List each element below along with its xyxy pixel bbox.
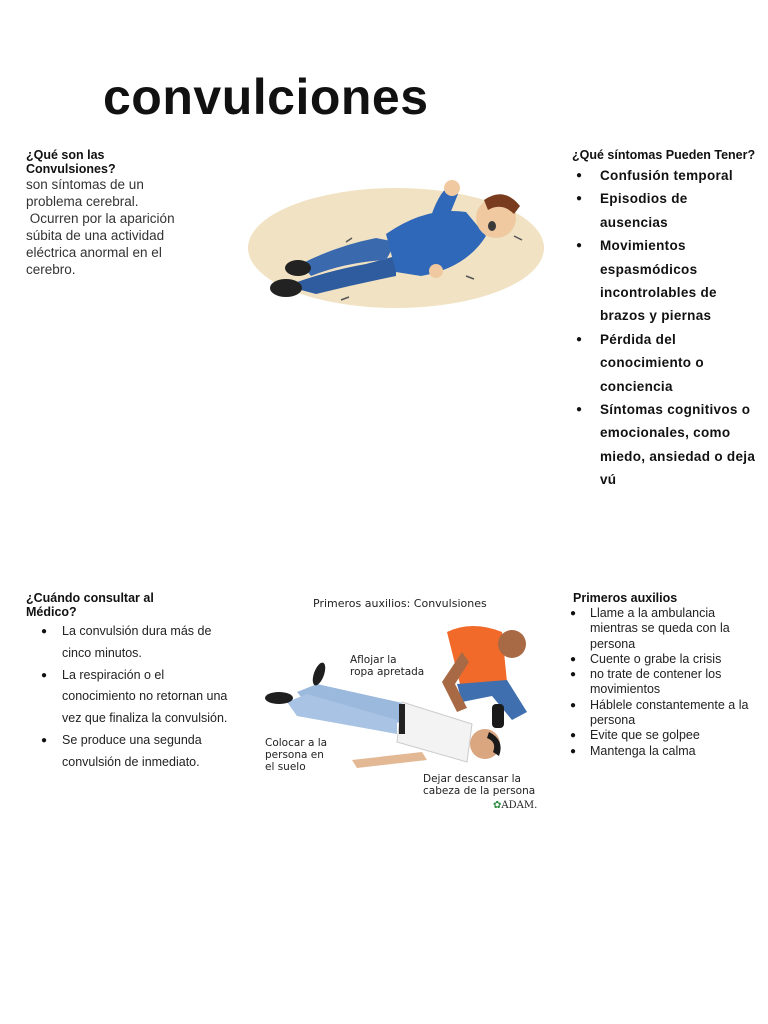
label-line: cabeza de la persona	[423, 785, 536, 797]
when-doctor-heading: ¿Cuándo consultar al Médico?	[26, 591, 154, 619]
symptom-item: ● Movimientos espasmódicos incontrolables de brazos y piernas	[572, 234, 757, 328]
belt	[399, 704, 405, 734]
lying-shoe-2	[265, 692, 293, 704]
label-loosen-clothes	[350, 654, 424, 678]
adam-logo	[493, 800, 537, 812]
when-doctor-section	[26, 591, 236, 774]
symptoms-section	[572, 148, 757, 492]
adam-leaf-icon: ✿	[493, 800, 502, 811]
first-aid-item: ● Háblele constantemente a la persona	[568, 698, 757, 729]
when-doctor-list	[26, 621, 236, 774]
adam-brand: ADAM.	[501, 800, 538, 811]
mouth	[488, 221, 496, 231]
symptom-item: ● Episodios de ausencias	[572, 187, 757, 234]
hand-lower	[429, 264, 443, 278]
first-aid-illustration	[257, 592, 547, 817]
lying-arm	[352, 752, 427, 768]
label-line: el suelo	[265, 761, 306, 773]
symptom-item: ● Pérdida del conocimiento o conciencia	[572, 328, 757, 398]
helper-shoe	[492, 704, 504, 728]
illustration-title: Primeros auxilios: Convulsiones	[313, 597, 487, 610]
hand	[444, 180, 460, 196]
lying-shoe	[310, 661, 328, 687]
what-are-section	[26, 148, 226, 278]
label-line: Colocar a la	[265, 737, 328, 749]
what-are-text	[26, 176, 226, 278]
seizure-illustration	[246, 176, 546, 311]
what-are-line: son síntomas de un	[26, 177, 144, 192]
what-are-line: problema cerebral.	[26, 194, 139, 209]
first-aid-item: ● Cuente o grabe la crisis	[568, 652, 757, 667]
what-are-line: eléctrica anormal en el	[26, 245, 162, 260]
label-floor	[265, 737, 327, 773]
first-aid-item: ● Llame a la ambulancia mientras se queda con la persona	[568, 606, 757, 652]
shoe-right	[285, 260, 311, 276]
symptom-item: ● Síntomas cognitivos o emocionales, como miedo, ansiedad o deja vú	[572, 398, 757, 492]
lying-torso	[397, 702, 472, 762]
label-line: persona en	[265, 749, 324, 761]
label-line: ropa apretada	[350, 666, 425, 678]
first-aid-item: ● Mantenga la calma	[568, 744, 757, 759]
label-line: Aflojar la	[350, 654, 397, 666]
shoe-left	[270, 279, 302, 297]
what-are-line: súbita de una actividad	[26, 228, 165, 243]
what-are-line: cerebro.	[26, 262, 76, 277]
first-aid-item: ● Evite que se golpee	[568, 728, 757, 743]
symptoms-list	[572, 164, 757, 492]
when-doctor-item: ● Se produce una segunda convulsión de inmediato.	[26, 730, 236, 774]
first-aid-list	[568, 606, 757, 759]
label-line: Dejar descansar la	[423, 773, 521, 785]
label-rest-head	[423, 773, 535, 797]
what-are-line: Ocurren por la aparición	[26, 211, 175, 226]
when-doctor-item: ● La respiración o el conocimiento no retornan una vez que finaliza la convulsión.	[26, 665, 236, 730]
what-are-heading: ¿Qué son las Convulsiones?	[26, 148, 116, 176]
when-doctor-item: ● La convulsión dura más de cinco minutos.	[26, 621, 236, 665]
page-title: convulciones	[103, 69, 429, 125]
first-aid-section	[572, 591, 757, 759]
symptom-item: ● Confusión temporal	[572, 164, 757, 187]
helper-head	[498, 630, 526, 658]
first-aid-heading: Primeros auxilios	[573, 591, 678, 605]
first-aid-item: ● no trate de contener los movimientos	[568, 667, 757, 698]
symptoms-heading: ¿Qué síntomas Pueden Tener?	[572, 148, 756, 162]
